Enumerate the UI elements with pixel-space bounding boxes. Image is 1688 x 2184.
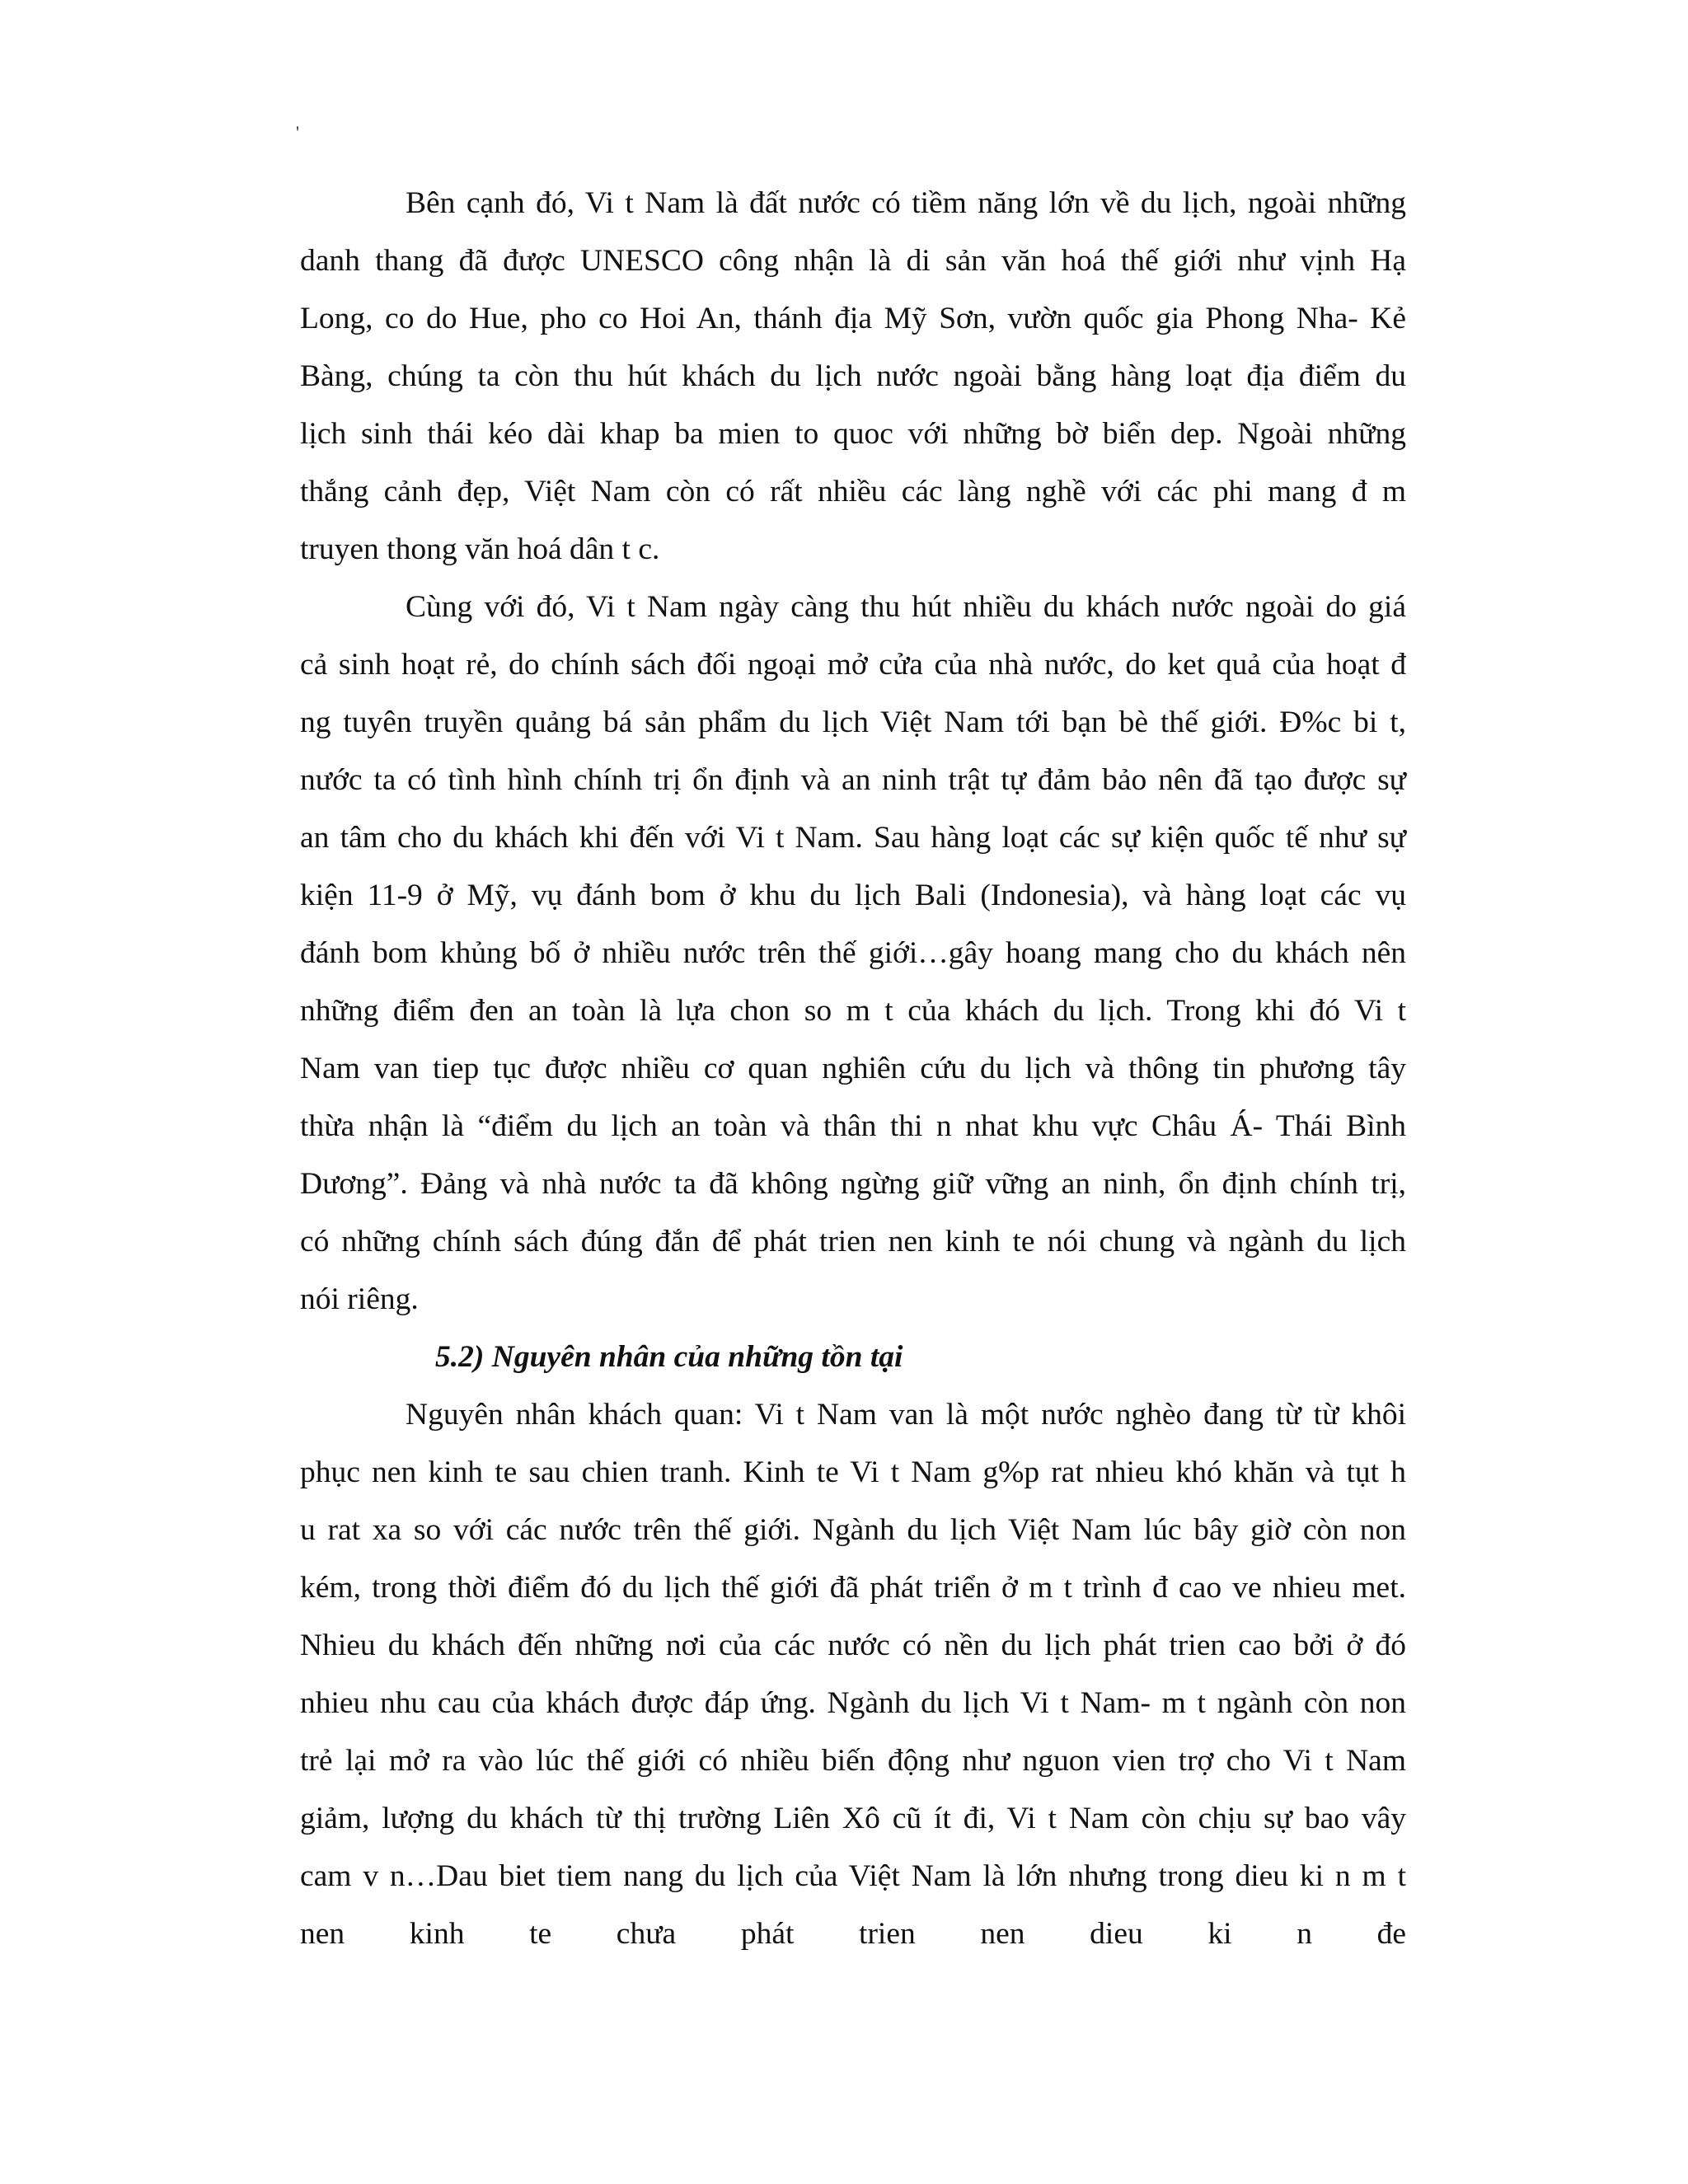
paragraph-2-line-2: cả sinh hoạt rẻ, do chính sách đối ngoại mở cửa của nhà nước, do ket quả của hoạt đ xyxy=(300,648,1406,682)
paragraph-2-line-3: ng tuyên truyền quảng bá sản phẩm du lịch Việt Nam tới bạn bè thế giới. Đ%c bi t, xyxy=(300,705,1406,739)
paragraph-3-line-1: Nguyên nhân khách quan: Vi t Nam van là một nước nghèo đang từ từ khôi xyxy=(406,1398,1406,1432)
paragraph-3-line-9: cam v n…Dau biet tiem nang du lịch của Việt Nam là lớn nhưng trong dieu ki n m t xyxy=(300,1859,1406,1893)
paragraph-1-line-3: Long, co do Hue, pho co Hoi An, thánh địa Mỹ Sơn, vườn quốc gia Phong Nha- Kẻ xyxy=(300,302,1406,335)
paragraph-2-line-4: nước ta có tình hình chính trị ổn định và an ninh trật tự đảm bảo nên đã tạo được sự xyxy=(300,763,1406,797)
paragraph-3-line-2: phục nen kinh te sau chien tranh. Kinh te Vi t Nam g%p rat nhieu khó khăn và tụt h xyxy=(300,1455,1406,1489)
paragraph-2-line-8: những điểm đen an toàn là lựa chon so m t của khách du lịch. Trong khi đó Vi t xyxy=(300,994,1406,1028)
paragraph-1-line-2: danh thang đã được UNESCO công nhận là di sản văn hoá thế giới như vịnh Hạ xyxy=(300,244,1406,278)
paragraph-1-line-1: Bên cạnh đó, Vi t Nam là đất nước có tiềm năng lớn về du lịch, ngoài những xyxy=(406,186,1406,220)
paragraph-3-line-7: trẻ lại mở ra vào lúc thế giới có nhiều biến động như nguon vien trợ cho Vi t Nam xyxy=(300,1744,1406,1778)
paragraph-3-line-6: nhieu nhu cau của khách được đáp ứng. Ngành du lịch Vi t Nam- m t ngành còn non xyxy=(300,1686,1406,1720)
paragraph-3-line-4: kém, trong thời điểm đó du lịch thế giới đã phát triển ở m t trình đ cao ve nhieu met. xyxy=(300,1571,1406,1605)
paragraph-3-line-3: u rat xa so với các nước trên thế giới. Ngành du lịch Việt Nam lúc bây giờ còn non xyxy=(300,1513,1406,1547)
paragraph-3-line-5: Nhieu du khách đến những nơi của các nước có nền du lịch phát trien cao bởi ở đó xyxy=(300,1629,1406,1662)
paragraph-1-line-6: thắng cảnh đẹp, Việt Nam còn có rất nhiều các làng nghề với các phi mang đ m xyxy=(300,475,1406,509)
paragraph-2-line-6: kiện 11-9 ở Mỹ, vụ đánh bom ở khu du lịch Bali (Indonesia), và hàng loạt các vụ xyxy=(300,879,1406,912)
paragraph-3-line-10: nen kinh te chưa phát trien nen dieu ki n đe xyxy=(300,1917,1406,1951)
paragraph-1-line-5: lịch sinh thái kéo dài khap ba mien to quoc với những bờ biển dep. Ngoài những xyxy=(300,417,1406,451)
paragraph-2-line-9: Nam van tiep tục được nhiều cơ quan nghiên cứu du lịch và thông tin phương tây xyxy=(300,1052,1406,1085)
paragraph-3-line-8: giảm, lượng du khách từ thị trường Liên Xô cũ ít đi, Vi t Nam còn chịu sự bao vây xyxy=(300,1802,1406,1835)
paragraph-2-line-11: Dương”. Đảng và nhà nước ta đã không ngừng giữ vững an ninh, ổn định chính trị, xyxy=(300,1167,1406,1201)
paragraph-2-line-12: có những chính sách đúng đắn để phát trien nen kinh te nói chung và ngành du lịch xyxy=(300,1225,1406,1258)
corner-mark: ' xyxy=(296,122,299,143)
paragraph-2-line-10: thừa nhận là “điểm du lịch an toàn và thân thi n nhat khu vực Châu Á- Thái Bình xyxy=(300,1109,1406,1143)
paragraph-1-line-7: truyen thong văn hoá dân t c. xyxy=(300,532,660,566)
paragraph-2-line-5: an tâm cho du khách khi đến với Vi t Nam. Sau hàng loạt các sự kiện quốc tế như sự xyxy=(300,821,1406,855)
paragraph-2-line-7: đánh bom khủng bố ở nhiều nước trên thế giới…gây hoang mang cho du khách nên xyxy=(300,936,1406,970)
section-heading: 5.2) Nguyên nhân của những tồn tại xyxy=(435,1340,903,1374)
paragraph-2-line-1: Cùng với đó, Vi t Nam ngày càng thu hút nhiều du khách nước ngoài do giá xyxy=(406,590,1406,624)
paragraph-2-line-13: nói riêng. xyxy=(300,1282,419,1316)
paragraph-1-line-4: Bàng, chúng ta còn thu hút khách du lịch nước ngoài bằng hàng loạt địa điểm du xyxy=(300,359,1406,393)
